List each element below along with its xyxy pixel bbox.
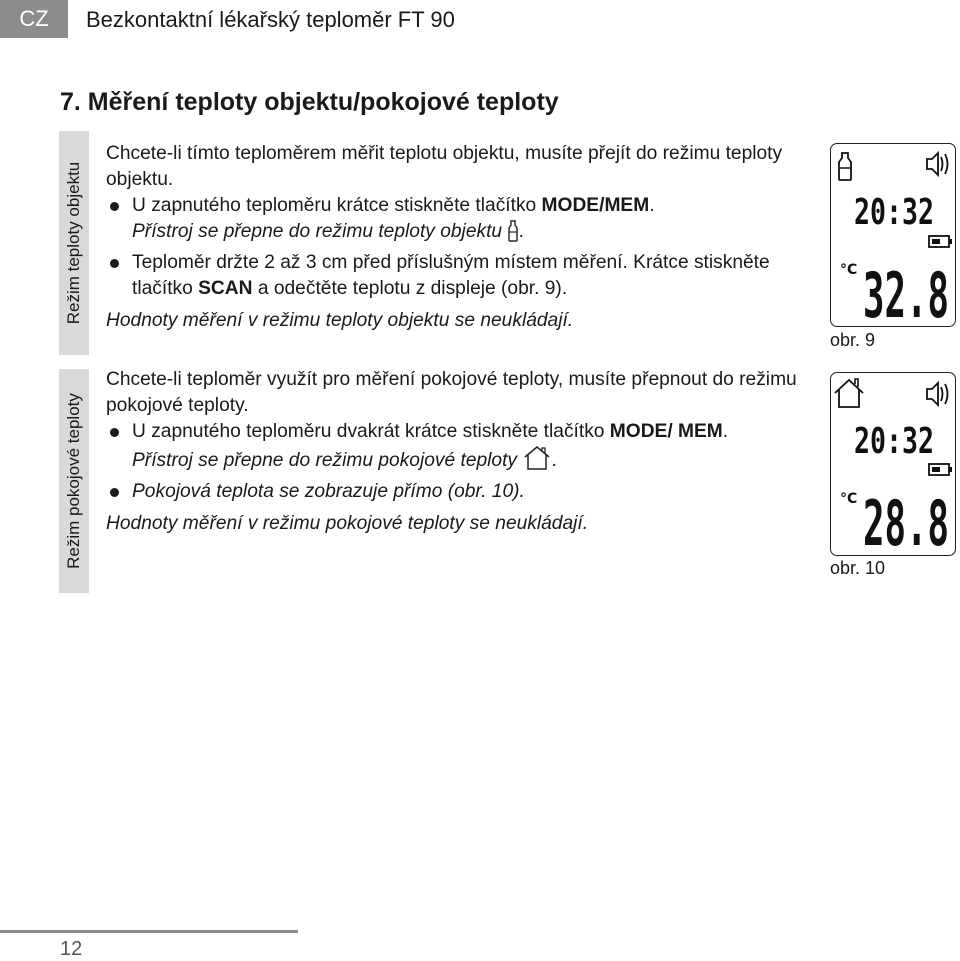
bottle-icon (839, 153, 851, 180)
object-step-2-end: a odečtěte teplotu z displeje (obr. 9). (252, 278, 568, 299)
document-title: Bezkontaktní lékařský teploměr FT 90 (86, 7, 455, 32)
object-step-1 (106, 193, 806, 219)
room-step-1-result (106, 445, 806, 479)
figure-10-caption: obr. 10 (830, 558, 886, 578)
room-intro: Chcete-li teploměr využít pro měření pokojové teploty, musíte přepnout do režimu pokojové teploty. (106, 369, 797, 416)
room-mode-section (106, 367, 806, 537)
section-title: 7. Měření teploty objektu/pokojové teploty (60, 88, 559, 116)
room-step-1-result-text: Přístroj se přepne do režimu pokojové teploty (132, 450, 523, 471)
temperature-readout: 32.8 (863, 259, 949, 328)
object-intro: Chcete-li tímto teploměrem měřit teplotu objektu, musíte přejít do režimu teploty objektu. (106, 143, 783, 190)
object-step-2 (106, 250, 806, 302)
unit-label: °C (840, 262, 858, 278)
room-step-1-text: U zapnutého teploměru dvakrát krátce stiskněte tlačítko (132, 421, 610, 442)
temperature-readout: 28.8 (863, 487, 949, 557)
figure-9-caption: obr. 9 (830, 330, 876, 350)
time-readout: 20:32 (854, 421, 934, 462)
object-step-1-result-end: . (519, 221, 525, 242)
mode-mem-key: MODE/ MEM (609, 421, 723, 442)
bottle-icon (507, 220, 519, 250)
scan-key: SCAN (198, 278, 253, 299)
object-step-2-text: Teploměr držte 2 až 3 cm před příslušným místem měření. Krátce stiskněte tlačítko (132, 252, 770, 299)
footer-divider (0, 930, 298, 933)
language-badge: CZ (0, 0, 68, 38)
room-step-1-result-end: . (552, 450, 558, 471)
tab-object-mode-label: Režim teploty objektu (64, 161, 83, 325)
tab-room-mode-label: Režim pokojové teploty (64, 393, 83, 569)
battery-icon (929, 464, 952, 475)
unit-label: °C (840, 491, 858, 507)
object-step-1-result-text: Přístroj se přepne do režimu teploty objektu (132, 221, 508, 242)
lcd-display-fig9 (830, 143, 956, 327)
tab-room-mode (59, 369, 89, 593)
room-step-1-end: . (722, 421, 729, 442)
room-step-2: Pokojová teplota se zobrazuje přímo (obr. 10). (106, 479, 806, 505)
room-note: Hodnoty měření v režimu pokojové teploty se neukládají. (106, 513, 589, 534)
lcd-display-fig10 (830, 372, 956, 556)
object-mode-section (106, 141, 806, 334)
speaker-icon (927, 153, 948, 175)
mode-mem-key: MODE/MEM (541, 195, 650, 216)
speaker-icon (927, 383, 948, 405)
house-icon (522, 445, 552, 479)
room-step-1 (106, 419, 806, 445)
object-step-1-end: . (649, 195, 655, 216)
house-icon (835, 379, 863, 407)
object-note: Hodnoty měření v režimu teploty objektu se neukládají. (106, 310, 574, 331)
time-readout: 20:32 (854, 192, 934, 233)
battery-icon (929, 236, 952, 247)
page-number: 12 (60, 938, 83, 960)
object-step-1-text: U zapnutého teploměru krátce stiskněte tlačítko (132, 195, 542, 216)
tab-object-mode (59, 131, 89, 355)
object-step-1-result (106, 219, 806, 250)
